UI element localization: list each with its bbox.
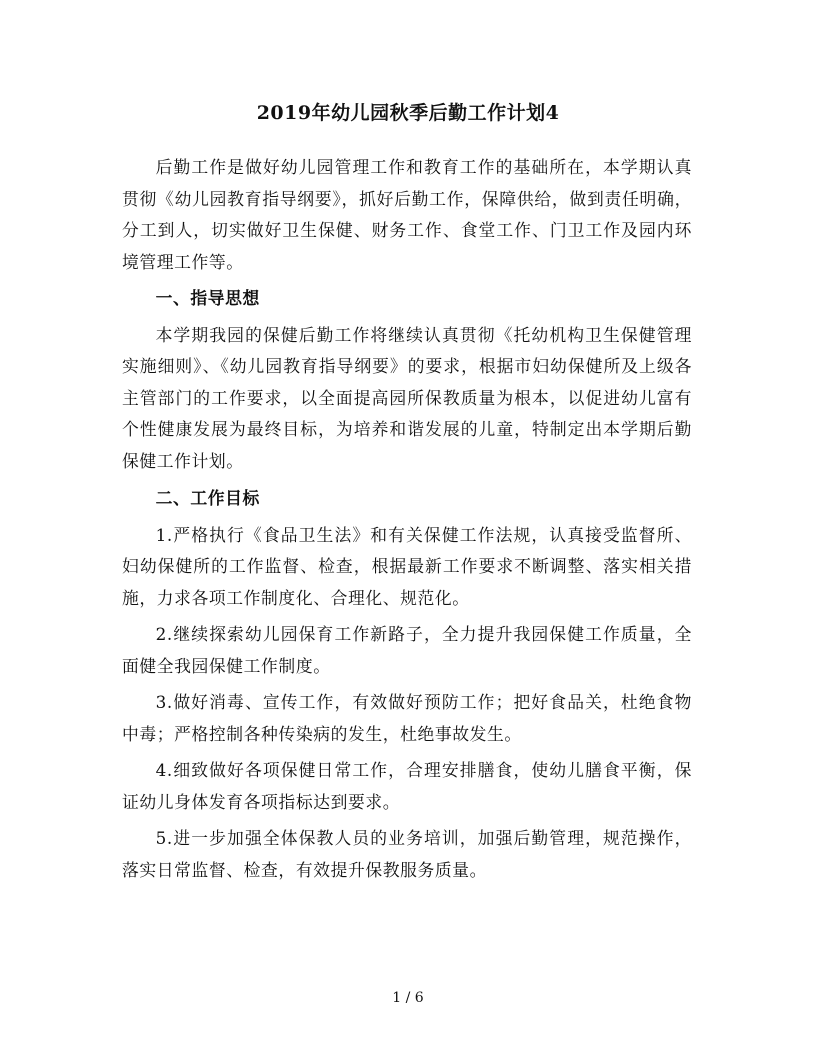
guiding-thought-paragraph: 本学期我园的保健后勤工作将继续认真贯彻《托幼机构卫生保健管理实施细则》、《幼儿园教育指导纲要》的要求，根据市妇幼保健所及上级各主管部门的工作要求，以全面提高园所保教质量为根本，以促进幼儿富有个性健康发展为最终目标，为培养和谐发展的儿童，特制定出本学期后勤保健工作计划。 [122,324,692,471]
goal-item-1: 1.严格执行《食品卫生法》和有关保健工作法规，认真接受监督所、妇幼保健所的工作监督、检查，根据最新工作要求不断调整、落实相关措施，力求各项工作制度化、合理化、规范化。 [122,524,692,608]
section-heading-work-goals: 二、工作目标 [155,488,260,508]
intro-paragraph: 后勤工作是做好幼儿园管理工作和教育工作的基础所在，本学期认真贯彻《幼儿园教育指导纲要》，抓好后勤工作，保障供给，做到责任明确，分工到人，切实做好卫生保健、财务工作、食堂工作、门卫工作及园内环境管理工作等。 [122,157,692,272]
goal-item-2: 2.继续探索幼儿园保育工作新路子，全力提升我园保健工作质量，全面健全我园保健工作制度。 [122,624,692,676]
page-number: 1 / 6 [392,990,424,1006]
document-title: 2019年幼儿园秋季后勤工作计划4 [256,102,560,124]
section-heading-guiding-thought: 一、指导思想 [155,288,260,308]
goal-item-4: 4.细致做好各项保健日常工作，合理安排膳食，使幼儿膳食平衡，保证幼儿身体发育各项指标达到要求。 [122,760,692,812]
goal-item-5: 5.进一步加强全体保教人员的业务培训，加强后勤管理，规范操作，落实日常监督、检查，有效提升保教服务质量。 [122,828,692,880]
document-body [122,152,692,886]
goal-item-3: 3.做好消毒、宣传工作，有效做好预防工作；把好食品关，杜绝食物中毒；严格控制各种传染病的发生，杜绝事故发生。 [122,692,692,744]
